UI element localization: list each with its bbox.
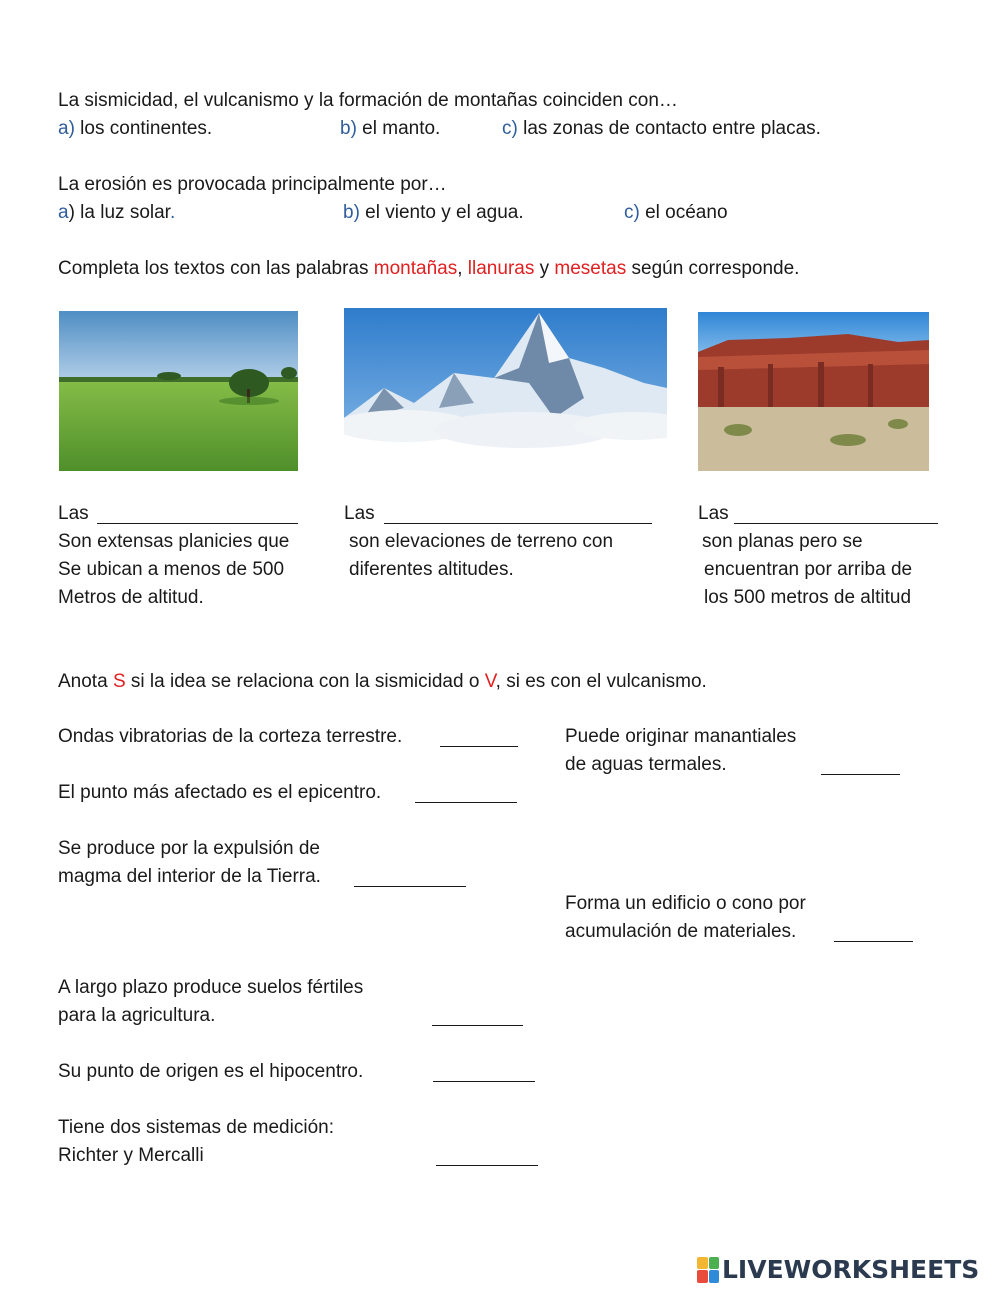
q1-option-b-text: el manto.: [356, 118, 441, 139]
question-2-text: La erosión es provocada principalmente por…: [58, 174, 447, 195]
mountain-image: [344, 308, 667, 471]
sv-medicion-line-2: Richter y Mercalli: [58, 1145, 204, 1166]
instruction1-sep1: ,: [457, 258, 468, 279]
instruction1-post: según corresponde.: [626, 258, 800, 279]
q2-option-b[interactable]: [343, 201, 524, 225]
q2-option-a-tail: .: [169, 202, 176, 223]
q1-option-c-letter: c): [502, 118, 518, 139]
sv-cono-line-2: acumulación de materiales.: [565, 921, 797, 942]
instruction1-pre: Completa los textos con las palabras: [58, 258, 374, 279]
liveworksheets-mark-icon: [697, 1257, 719, 1283]
sv-manantiales-input[interactable]: [821, 754, 900, 775]
sv-magma-line-1: Se produce por la expulsión de: [58, 838, 320, 859]
word-mesetas: mesetas: [554, 258, 627, 279]
sv-suelos-input[interactable]: [432, 1005, 523, 1026]
letter-v: V: [484, 671, 496, 692]
q2-option-a-text: ) la luz solar: [68, 202, 170, 223]
col2-answer-input[interactable]: [384, 503, 652, 524]
col1-line-1: Son extensas planicies que: [58, 531, 290, 552]
instruction2-mid: si la idea se relaciona con la sismicidad o: [125, 671, 485, 692]
question-1-text: La sismicidad, el vulcanismo y la formación de montañas coinciden con…: [58, 90, 678, 111]
sv-epicentro: El punto más afectado es el epicentro.: [58, 782, 382, 803]
col3-answer-input[interactable]: [734, 503, 938, 524]
sv-cono-line-1: Forma un edificio o cono por: [565, 893, 806, 914]
instruction2-pre: Anota: [58, 671, 113, 692]
sv-manantiales-line-1: Puede originar manantiales: [565, 726, 797, 747]
sv-cono-input[interactable]: [834, 921, 913, 942]
q2-option-c-text: el océano: [639, 202, 728, 223]
sv-ondas: Ondas vibratorias de la corteza terrestre.: [58, 726, 403, 747]
sv-hipocentro-input[interactable]: [433, 1061, 535, 1082]
col3-line-2: encuentran por arriba de: [704, 559, 913, 580]
q1-option-b-letter: b): [340, 118, 357, 139]
col1-answer-input[interactable]: [97, 503, 298, 524]
col1-line-3: Metros de altitud.: [58, 587, 204, 608]
q1-option-c[interactable]: [502, 117, 821, 141]
sv-manantiales-line-2: de aguas termales.: [565, 754, 727, 775]
sv-medicion-input[interactable]: [436, 1145, 538, 1166]
liveworksheets-logo: [697, 1255, 979, 1284]
instruction2-post: , si es con el vulcanismo.: [495, 671, 707, 692]
col3-line-1: son planas pero se: [702, 531, 863, 552]
col2-las: Las: [344, 503, 375, 524]
col1-las: Las: [58, 503, 89, 524]
sv-suelos-line-2: para la agricultura.: [58, 1005, 216, 1026]
col2-line-1: son elevaciones de terreno con: [349, 531, 614, 552]
q2-option-c-letter: c): [624, 202, 640, 223]
sv-suelos-line-1: A largo plazo produce suelos fértiles: [58, 977, 364, 998]
q1-option-c-text: las zonas de contacto entre placas.: [517, 118, 821, 139]
liveworksheets-wordmark: LIVEWORKSHEETS: [722, 1255, 980, 1284]
sv-medicion-line-1: Tiene dos sistemas de medición:: [58, 1117, 334, 1138]
q1-option-a[interactable]: [58, 117, 212, 141]
instruction-complete-texts: [58, 257, 799, 281]
letter-s: S: [112, 671, 126, 692]
plain-image: [59, 311, 298, 471]
q2-option-b-letter: b): [343, 202, 360, 223]
q2-option-c[interactable]: [624, 201, 728, 225]
q1-option-b[interactable]: [340, 117, 440, 141]
q2-option-a[interactable]: [58, 201, 175, 225]
q2-option-b-text: el viento y el agua.: [359, 202, 524, 223]
sv-epicentro-input[interactable]: [415, 782, 517, 803]
q2-option-a-letter: a: [58, 202, 69, 223]
instruction-sv: [58, 670, 707, 694]
word-montanas: montañas: [373, 258, 458, 279]
col3-las: Las: [698, 503, 729, 524]
col2-line-2: diferentes altitudes.: [349, 559, 514, 580]
sv-ondas-input[interactable]: [440, 726, 518, 747]
sv-magma-line-2: magma del interior de la Tierra.: [58, 866, 321, 887]
word-llanuras: llanuras: [467, 258, 535, 279]
q1-option-a-text: los continentes.: [74, 118, 213, 139]
plateau-image: [698, 312, 929, 471]
q1-option-a-letter: a): [58, 118, 75, 139]
col1-line-2: Se ubican a menos de 500: [58, 559, 285, 580]
col3-line-3: los 500 metros de altitud: [704, 587, 912, 608]
instruction1-sep2: y: [534, 258, 555, 279]
sv-hipocentro: Su punto de origen es el hipocentro.: [58, 1061, 364, 1082]
sv-magma-input[interactable]: [354, 866, 466, 887]
